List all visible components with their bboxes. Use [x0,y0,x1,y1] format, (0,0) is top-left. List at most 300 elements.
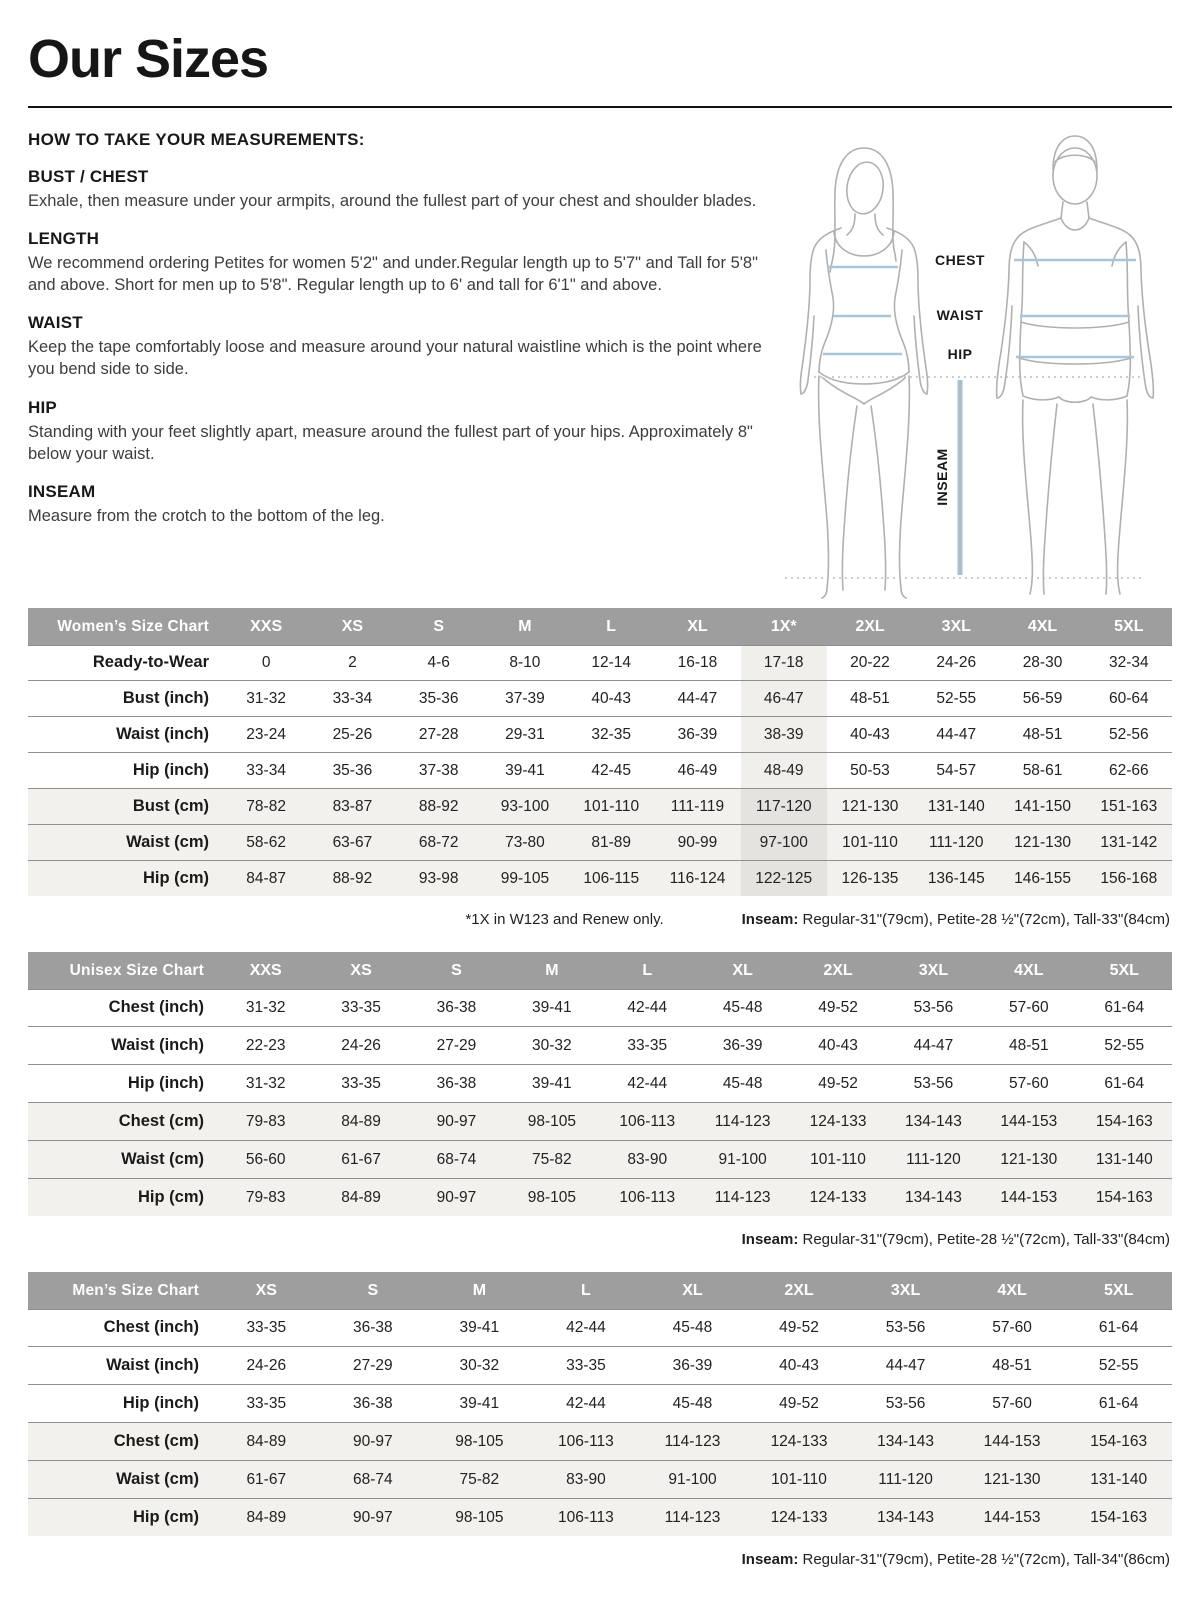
size-cell: 88-92 [396,789,482,825]
size-cell: 40-43 [746,1347,853,1385]
size-column-header: L [568,608,654,645]
size-cell: 39-41 [426,1309,533,1347]
size-cell: 111-120 [913,825,999,861]
section-title-bust-chest: BUST / CHEST [28,167,149,186]
size-cell: 131-140 [913,789,999,825]
section-title-waist: WAIST [28,313,83,333]
size-cell: 154-163 [1077,1179,1172,1217]
size-cell: 111-120 [886,1141,981,1179]
mens-size-chart [28,1272,1172,1536]
size-cell: 44-47 [852,1347,959,1385]
size-column-header: 1X* [741,608,827,645]
size-cell: 33-35 [313,989,408,1027]
section-body-waist: Keep the tape comfortably loose and measure around your natural waistline which is the point where you bend side to side. [28,338,762,379]
size-cell: 42-45 [568,753,654,789]
womens-1x-footnote: *1X in W123 and Renew only. [465,911,664,928]
size-cell: 33-34 [309,681,395,717]
table-row [28,717,1172,753]
size-cell: 40-43 [827,717,913,753]
size-cell: 111-119 [654,789,740,825]
size-cell: 39-41 [426,1385,533,1423]
size-cell: 4-6 [396,645,482,681]
table-row [28,825,1172,861]
size-cell: 30-32 [504,1027,599,1065]
size-column-header: 5XL [1077,952,1172,989]
size-column-header: L [600,952,695,989]
chart-header-row [28,608,1172,645]
section-title-length: LENGTH [28,229,100,249]
size-column-header: L [533,1272,640,1309]
size-cell: 83-87 [309,789,395,825]
size-cell: 124-133 [790,1179,885,1217]
size-cell: 144-153 [981,1103,1076,1141]
size-cell: 53-56 [886,989,981,1027]
size-cell: 106-115 [568,861,654,897]
section-body-bust-chest: Exhale, then measure under your armpits, around the fullest part of your chest and shoulder blades. [28,192,757,210]
size-cell: 50-53 [827,753,913,789]
size-cell: 12-14 [568,645,654,681]
table-row [28,1461,1172,1499]
size-column-header: S [396,608,482,645]
size-column-header: XL [654,608,740,645]
table-row [28,1027,1172,1065]
size-cell: 48-51 [959,1347,1066,1385]
size-cell: 48-51 [981,1027,1076,1065]
size-cell: 106-113 [533,1423,640,1461]
chest-label: CHEST [935,252,985,268]
size-cell: 131-140 [1065,1461,1172,1499]
size-cell: 106-113 [600,1179,695,1217]
row-label: Chest (inch) [28,1309,213,1347]
row-label: Waist (inch) [28,717,223,753]
inseam-footnote-label: Inseam: [741,1551,799,1568]
size-cell: 106-113 [600,1103,695,1141]
size-cell: 146-155 [999,861,1085,897]
size-cell: 134-143 [886,1179,981,1217]
size-cell: 57-60 [981,989,1076,1027]
size-column-header: 2XL [790,952,885,989]
row-label: Waist (cm) [28,825,223,861]
size-cell: 73-80 [482,825,568,861]
size-cell: 37-38 [396,753,482,789]
inseam-footnote-label: Inseam: [741,1231,799,1248]
row-label: Bust (cm) [28,789,223,825]
womens-size-chart-table [28,608,1172,896]
row-label: Bust (inch) [28,681,223,717]
mens-size-chart-table [28,1272,1172,1536]
size-cell: 48-51 [827,681,913,717]
size-cell: 35-36 [396,681,482,717]
size-cell: 49-52 [790,989,885,1027]
size-cell: 38-39 [741,717,827,753]
row-label: Chest (cm) [28,1423,213,1461]
size-cell: 61-64 [1065,1385,1172,1423]
table-row [28,1141,1172,1179]
size-cell: 98-105 [426,1499,533,1537]
mens-inseam-footnote [742,1551,1170,1568]
size-cell: 114-123 [695,1103,790,1141]
hip-label: HIP [947,346,973,362]
size-column-header: 4XL [981,952,1076,989]
womens-chart-footnotes [28,911,1170,928]
size-cell: 52-56 [1086,717,1172,753]
inseam-footnote-label: Inseam: [741,911,799,928]
size-cell: 40-43 [568,681,654,717]
size-cell: 75-82 [426,1461,533,1499]
size-cell: 48-49 [741,753,827,789]
size-cell: 78-82 [223,789,309,825]
size-column-header: M [482,608,568,645]
size-cell: 84-89 [213,1499,320,1537]
size-cell: 36-39 [639,1347,746,1385]
size-cell: 124-133 [746,1499,853,1537]
title-divider [28,106,1172,108]
row-label: Chest (cm) [28,1103,218,1141]
size-cell: 101-110 [790,1141,885,1179]
size-cell: 90-97 [320,1423,427,1461]
size-cell: 97-100 [741,825,827,861]
size-cell: 35-36 [309,753,395,789]
section-body-inseam: Measure from the crotch to the bottom of the leg. [28,506,385,525]
table-row [28,1347,1172,1385]
inseam-label: INSEAM [934,448,950,506]
table-row [28,1499,1172,1537]
row-label: Hip (inch) [28,753,223,789]
size-cell: 42-44 [533,1309,640,1347]
size-cell: 134-143 [852,1423,959,1461]
size-cell: 116-124 [654,861,740,897]
size-cell: 117-120 [741,789,827,825]
chart-title: Unisex Size Chart [28,952,218,989]
table-row [28,861,1172,897]
size-cell: 121-130 [827,789,913,825]
size-cell: 101-110 [746,1461,853,1499]
size-cell: 29-31 [482,717,568,753]
size-cell: 42-44 [533,1385,640,1423]
size-cell: 84-89 [213,1423,320,1461]
size-cell: 98-105 [426,1423,533,1461]
size-cell: 126-135 [827,861,913,897]
size-cell: 25-26 [309,717,395,753]
size-cell: 40-43 [790,1027,885,1065]
size-cell: 39-41 [482,753,568,789]
size-cell: 81-89 [568,825,654,861]
section-body-hip: Standing with your feet slightly apart, measure around the fullest part of your hips. Approximately 8" below your waist. [28,422,753,463]
size-cell: 36-39 [695,1027,790,1065]
size-cell: 56-60 [218,1141,313,1179]
size-cell: 49-52 [790,1065,885,1103]
size-cell: 44-47 [654,681,740,717]
male-figure [997,136,1154,594]
size-cell: 33-35 [600,1027,695,1065]
size-cell: 36-38 [320,1385,427,1423]
size-cell: 90-97 [320,1499,427,1537]
waist-label: WAIST [936,307,984,323]
measurement-instructions-section [28,130,1172,598]
size-cell: 154-163 [1065,1423,1172,1461]
size-cell: 61-64 [1077,1065,1172,1103]
row-label: Waist (inch) [28,1347,213,1385]
row-label: Hip (inch) [28,1065,218,1103]
size-cell: 39-41 [504,1065,599,1103]
size-cell: 57-60 [959,1385,1066,1423]
size-cell: 61-67 [313,1141,408,1179]
table-row [28,1179,1172,1217]
size-cell: 144-153 [959,1423,1066,1461]
size-cell: 22-23 [218,1027,313,1065]
mens-chart-footnotes [28,1551,1170,1568]
size-cell: 33-35 [213,1385,320,1423]
unisex-inseam-footnote [742,1231,1170,1248]
size-column-header: XS [313,952,408,989]
size-cell: 52-55 [913,681,999,717]
size-column-header: XXS [218,952,313,989]
size-cell: 114-123 [639,1499,746,1537]
size-cell: 68-74 [320,1461,427,1499]
size-cell: 0 [223,645,309,681]
size-cell: 122-125 [741,861,827,897]
size-cell: 49-52 [746,1385,853,1423]
size-column-header: S [409,952,504,989]
size-cell: 93-98 [396,861,482,897]
size-cell: 124-133 [790,1103,885,1141]
size-cell: 111-120 [852,1461,959,1499]
table-row [28,789,1172,825]
size-cell: 91-100 [695,1141,790,1179]
size-cell: 17-18 [741,645,827,681]
size-cell: 134-143 [886,1103,981,1141]
size-column-header: XS [213,1272,320,1309]
inseam-footnote-text: Regular-31"(79cm), Petite-28 ½"(72cm), Tall-34"(86cm) [798,1551,1170,1568]
size-cell: 90-99 [654,825,740,861]
size-cell: 99-105 [482,861,568,897]
size-cell: 33-34 [223,753,309,789]
size-cell: 151-163 [1086,789,1172,825]
size-cell: 131-140 [1077,1141,1172,1179]
size-cell: 27-29 [320,1347,427,1385]
size-cell: 141-150 [999,789,1085,825]
table-row [28,1309,1172,1347]
size-cell: 33-35 [533,1347,640,1385]
size-cell: 156-168 [1086,861,1172,897]
table-row [28,989,1172,1027]
body-measurement-diagram [777,130,1172,600]
size-cell: 75-82 [504,1141,599,1179]
instructions-text-column [28,130,776,527]
size-cell: 84-87 [223,861,309,897]
size-cell: 84-89 [313,1103,408,1141]
size-cell: 131-142 [1086,825,1172,861]
size-cell: 84-89 [313,1179,408,1217]
size-cell: 68-72 [396,825,482,861]
chart-header-row [28,952,1172,989]
unisex-chart-footnotes [28,1231,1170,1248]
size-column-header: M [426,1272,533,1309]
size-column-header: XS [309,608,395,645]
size-column-header: M [504,952,599,989]
table-row [28,645,1172,681]
size-column-header: XL [695,952,790,989]
section-body-length: We recommend ordering Petites for women 5'2" and under.Regular length up to 5'7" and Tall for 5'8" and above. Short for men up to 5'8". Regular length up to 6' and tall for 6'1" and above. [28,254,758,295]
size-cell: 53-56 [886,1065,981,1103]
row-label: Hip (inch) [28,1385,213,1423]
size-cell: 114-123 [695,1179,790,1217]
size-cell: 24-26 [913,645,999,681]
size-cell: 31-32 [223,681,309,717]
size-cell: 53-56 [852,1385,959,1423]
womens-inseam-footnote [742,911,1170,928]
size-cell: 58-62 [223,825,309,861]
size-cell: 93-100 [482,789,568,825]
size-cell: 154-163 [1065,1499,1172,1537]
size-cell: 121-130 [999,825,1085,861]
size-cell: 28-30 [999,645,1085,681]
size-cell: 114-123 [639,1423,746,1461]
size-cell: 2 [309,645,395,681]
chart-header-row [28,1272,1172,1309]
size-column-header: 5XL [1065,1272,1172,1309]
size-column-header: XL [639,1272,746,1309]
size-cell: 144-153 [981,1179,1076,1217]
size-column-header: XXS [223,608,309,645]
size-cell: 61-64 [1065,1309,1172,1347]
size-cell: 62-66 [1086,753,1172,789]
size-cell: 45-48 [695,1065,790,1103]
size-cell: 45-48 [695,989,790,1027]
chart-title: Women’s Size Chart [28,608,223,645]
inseam-footnote-text: Regular-31"(79cm), Petite-28 ½"(72cm), Tall-33"(84cm) [798,911,1170,928]
size-cell: 88-92 [309,861,395,897]
size-cell: 24-26 [313,1027,408,1065]
size-column-header: 2XL [827,608,913,645]
size-cell: 79-83 [218,1179,313,1217]
size-column-header: 5XL [1086,608,1172,645]
instructions-heading: HOW TO TAKE YOUR MEASUREMENTS: [28,130,365,149]
size-cell: 56-59 [999,681,1085,717]
size-cell: 48-51 [999,717,1085,753]
section-title-inseam: INSEAM [28,481,96,501]
table-row [28,1423,1172,1461]
womens-size-chart [28,608,1172,896]
size-cell: 32-35 [568,717,654,753]
size-cell: 8-10 [482,645,568,681]
table-row [28,1065,1172,1103]
size-cell: 144-153 [959,1499,1066,1537]
row-label: Hip (cm) [28,861,223,897]
row-label: Hip (cm) [28,1499,213,1537]
size-cell: 98-105 [504,1103,599,1141]
table-row [28,753,1172,789]
size-cell: 27-29 [409,1027,504,1065]
size-cell: 46-49 [654,753,740,789]
size-cell: 57-60 [981,1065,1076,1103]
size-cell: 33-35 [313,1065,408,1103]
size-cell: 52-55 [1065,1347,1172,1385]
size-cell: 44-47 [886,1027,981,1065]
size-column-header: 3XL [913,608,999,645]
size-cell: 136-145 [913,861,999,897]
size-cell: 121-130 [959,1461,1066,1499]
size-cell: 36-39 [654,717,740,753]
size-cell: 58-61 [999,753,1085,789]
size-cell: 52-55 [1077,1027,1172,1065]
size-cell: 31-32 [218,989,313,1027]
size-cell: 20-22 [827,645,913,681]
unisex-size-chart [28,952,1172,1216]
size-column-header: 2XL [746,1272,853,1309]
size-cell: 24-26 [213,1347,320,1385]
size-column-header: 4XL [959,1272,1066,1309]
size-cell: 42-44 [600,1065,695,1103]
size-cell: 121-130 [981,1141,1076,1179]
size-column-header: S [320,1272,427,1309]
size-cell: 134-143 [852,1499,959,1537]
size-cell: 53-56 [852,1309,959,1347]
row-label: Waist (cm) [28,1461,213,1499]
size-cell: 154-163 [1077,1103,1172,1141]
size-cell: 101-110 [568,789,654,825]
chart-title: Men’s Size Chart [28,1272,213,1309]
size-cell: 54-57 [913,753,999,789]
size-cell: 91-100 [639,1461,746,1499]
size-cell: 79-83 [218,1103,313,1141]
size-cell: 32-34 [1086,645,1172,681]
size-cell: 98-105 [504,1179,599,1217]
size-cell: 33-35 [213,1309,320,1347]
size-cell: 124-133 [746,1423,853,1461]
size-cell: 16-18 [654,645,740,681]
inseam-footnote-text: Regular-31"(79cm), Petite-28 ½"(72cm), Tall-33"(84cm) [798,1231,1170,1248]
size-cell: 90-97 [409,1103,504,1141]
size-cell: 63-67 [309,825,395,861]
size-cell: 60-64 [1086,681,1172,717]
row-label: Waist (inch) [28,1027,218,1065]
table-row [28,1385,1172,1423]
size-cell: 31-32 [218,1065,313,1103]
size-cell: 36-38 [320,1309,427,1347]
row-label: Ready-to-Wear [28,645,223,681]
size-cell: 106-113 [533,1499,640,1537]
size-cell: 90-97 [409,1179,504,1217]
size-cell: 49-52 [746,1309,853,1347]
size-cell: 57-60 [959,1309,1066,1347]
size-cell: 37-39 [482,681,568,717]
row-label: Chest (inch) [28,989,218,1027]
size-cell: 45-48 [639,1385,746,1423]
row-label: Waist (cm) [28,1141,218,1179]
size-column-header: 4XL [999,608,1085,645]
size-cell: 23-24 [223,717,309,753]
size-column-header: 3XL [852,1272,959,1309]
size-cell: 27-28 [396,717,482,753]
table-row [28,1103,1172,1141]
size-cell: 83-90 [600,1141,695,1179]
section-title-hip: HIP [28,397,57,417]
table-row [28,681,1172,717]
female-figure [800,148,927,598]
size-cell: 36-38 [409,989,504,1027]
size-cell: 68-74 [409,1141,504,1179]
size-cell: 83-90 [533,1461,640,1499]
size-cell: 45-48 [639,1309,746,1347]
size-cell: 36-38 [409,1065,504,1103]
size-cell: 42-44 [600,989,695,1027]
size-cell: 44-47 [913,717,999,753]
size-cell: 61-64 [1077,989,1172,1027]
size-cell: 39-41 [504,989,599,1027]
unisex-size-chart-table [28,952,1172,1216]
page-title: Our Sizes [28,29,269,89]
